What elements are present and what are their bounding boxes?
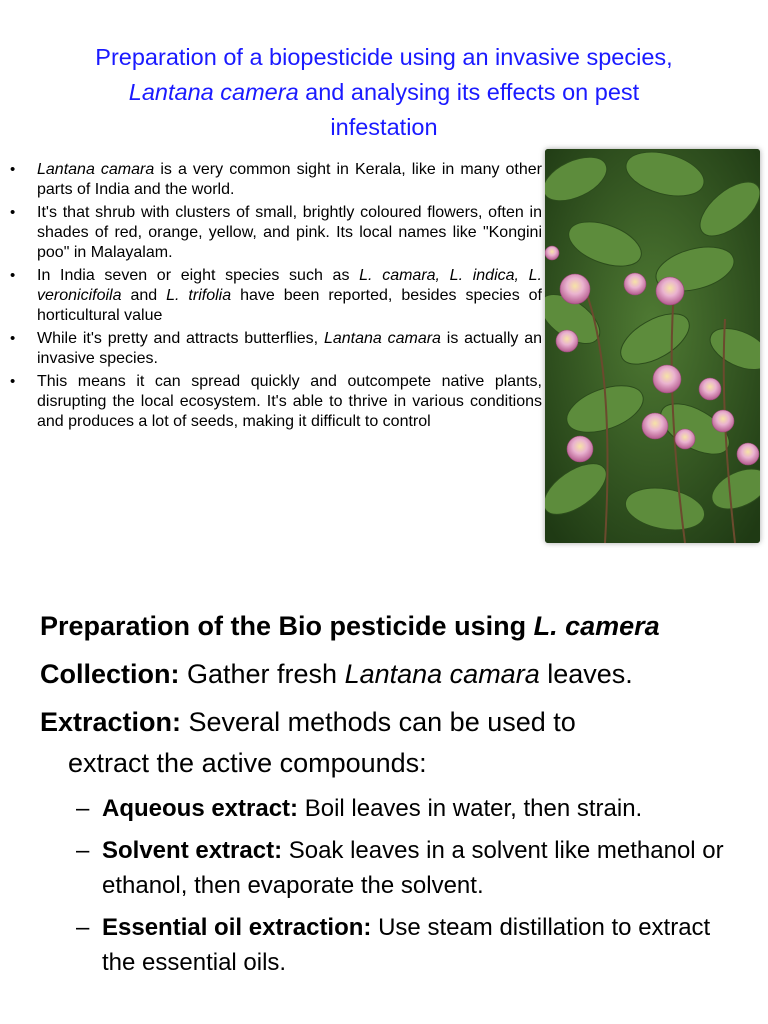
bullet-text: While it's pretty and attracts butterflies, bbox=[37, 330, 324, 347]
intro-bullet-list bbox=[10, 160, 542, 435]
species-name: Lantana camara bbox=[344, 659, 540, 689]
species-name: Lantana camara bbox=[323, 330, 441, 347]
bullet-item bbox=[10, 372, 542, 432]
extraction-text: Several methods can be used to bbox=[181, 707, 576, 737]
title-line-2-rest: and analysing its effects on pest bbox=[298, 79, 640, 105]
collection-label: Collection: bbox=[40, 659, 180, 689]
collection-step bbox=[40, 654, 740, 695]
section-heading-text: Preparation of the Bio pesticide using bbox=[40, 611, 534, 641]
bullet-text: In India seven or eight species such as bbox=[37, 267, 360, 284]
extraction-step bbox=[40, 702, 740, 743]
bullet-item bbox=[10, 203, 542, 263]
collection-text: leaves. bbox=[539, 659, 633, 689]
lantana-plant-image bbox=[545, 149, 760, 543]
section-heading-species: L. camera bbox=[533, 611, 660, 641]
bullet-text: and bbox=[121, 287, 167, 304]
slide-title bbox=[30, 40, 738, 145]
method-text: Use steam distillation to extract the essential oils. bbox=[102, 914, 711, 976]
method-item bbox=[76, 791, 740, 826]
title-line-1: Preparation of a biopesticide using an invasive species, bbox=[95, 44, 673, 70]
bullet-item bbox=[10, 329, 542, 369]
bullet-item bbox=[10, 160, 542, 200]
title-species: Lantana camera bbox=[128, 79, 299, 105]
section-heading bbox=[40, 606, 740, 647]
title-line-2 bbox=[30, 75, 738, 110]
species-name: L. trifolia bbox=[166, 287, 232, 304]
species-name: Lantana camara bbox=[37, 161, 155, 178]
title-line-3: infestation bbox=[330, 114, 438, 140]
preparation-section bbox=[40, 606, 740, 987]
extraction-methods-list bbox=[40, 791, 740, 980]
bullet-text: This means it can spread quickly and outcompete native plants, disrupting the local ecosystem. It's able to thrive in various conditions and produces a lot of seeds, making it difficult to control bbox=[37, 373, 542, 430]
collection-text: Gather fresh bbox=[179, 659, 345, 689]
species-name: L. camara, L. indica, L. veronicifoila bbox=[37, 267, 543, 304]
method-label: Aqueous extract: bbox=[102, 795, 299, 822]
bullet-text: have been reported, besides species of horticultural value bbox=[37, 287, 543, 324]
method-item bbox=[76, 910, 740, 980]
bullet-item bbox=[10, 266, 542, 326]
extraction-label: Extraction: bbox=[40, 707, 182, 737]
bullet-text: is a very common sight in Kerala, like in many other parts of India and the world. bbox=[37, 161, 542, 198]
method-label: Essential oil extraction: bbox=[102, 914, 372, 941]
method-text: Soak leaves in a solvent like methanol or ethanol, then evaporate the solvent. bbox=[102, 837, 724, 899]
method-text: Boil leaves in water, then strain. bbox=[298, 795, 643, 822]
method-item bbox=[76, 833, 740, 903]
bullet-text: It's that shrub with clusters of small, brightly coloured flowers, often in shades of red, orange, yellow, and pink. Its local names like "Kongini poo" in Malayalam. bbox=[37, 204, 542, 261]
method-label: Solvent extract: bbox=[102, 837, 283, 864]
extraction-step-continued: extract the active compounds: bbox=[68, 748, 427, 778]
bullet-text: is actually an invasive species. bbox=[37, 330, 543, 367]
lantana-photo bbox=[545, 149, 760, 543]
